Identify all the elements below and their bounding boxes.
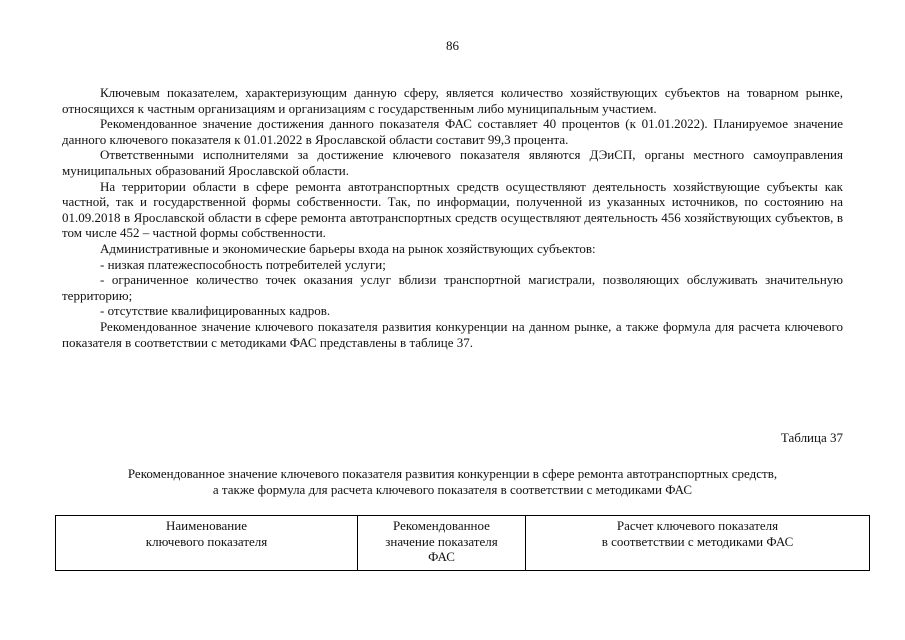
page-number: 86: [446, 38, 459, 53]
header-text: ФАС: [428, 549, 455, 565]
header-cell-calculation: [526, 516, 870, 571]
paragraph: Рекомендованное значение ключевого показателя развития конкуренции на данном рынке, а также формула для расчета ключевого показателя в соответствии с методиками ФАС представлены в таблице 37.: [62, 318, 843, 350]
header-cell-recommended-value: [358, 516, 526, 571]
table-caption: [62, 466, 843, 497]
header-text: Расчет ключевого показателя: [616, 518, 779, 533]
body-text: [62, 85, 843, 350]
paragraph: Ключевым показателем, характеризующим данную сферу, является количество хозяйствующих субъектов на товарном рынке, относящихся к частным организациям и организациям с государственным либо муниципальным участием.: [62, 85, 843, 116]
list-item: - отсутствие квалифицированных кадров.: [100, 303, 331, 319]
table-caption-line: а также формула для расчета ключевого показателя в соответствии с методиками ФАС: [212, 481, 693, 497]
header-text: Рекомендованное: [393, 518, 490, 533]
list-item: - низкая платежеспособность потребителей услуги;: [100, 256, 386, 272]
table-caption-line: Рекомендованное значение ключевого показателя развития конкуренции в сфере ремонта автотранспортных средств,: [127, 466, 778, 481]
paragraph: На территории области в сфере ремонта автотранспортных средств осуществляют деятельность хозяйствующие субъекты как частной, так и государственной формы собственности. Так, по информации, полученной из указанных источников, по состоянию на 01.09.2018 в Ярославской области в сфере ремонта автотранспортных средств осуществляют деятельность 456 хозяйствующих субъектов, в том числе 452 – частной формы собственности.: [62, 178, 843, 241]
header-cell-indicator-name: [56, 516, 358, 571]
paragraph: Ответственными исполнителями за достижение ключевого показателя являются ДЭиСП, органы местного самоуправления муниципальных образований Ярославской области.: [62, 147, 843, 178]
header-text: в соответствии с методиками ФАС: [601, 533, 794, 549]
paragraph: Административные и экономические барьеры входа на рынок хозяйствующих субъектов:: [100, 240, 596, 256]
table-label: Таблица 37: [780, 430, 843, 445]
header-text: Наименование: [166, 518, 247, 533]
list-item: - ограниченное количество точек оказания услуг вблизи транспортной магистрали, позволяющих обслуживать значительную территорию;: [62, 272, 843, 303]
table-header-row: [56, 516, 870, 571]
header-text: значение показателя: [385, 533, 498, 549]
kpi-table: [55, 515, 870, 571]
header-text: ключевого показателя: [145, 533, 268, 549]
paragraph: Рекомендованное значение достижения данного показателя ФАС составляет 40 процентов (к 01.01.2022). Планируемое значение данного ключевого показателя к 01.01.2022 в Ярославской области составит 99,3 процента.: [62, 116, 843, 147]
